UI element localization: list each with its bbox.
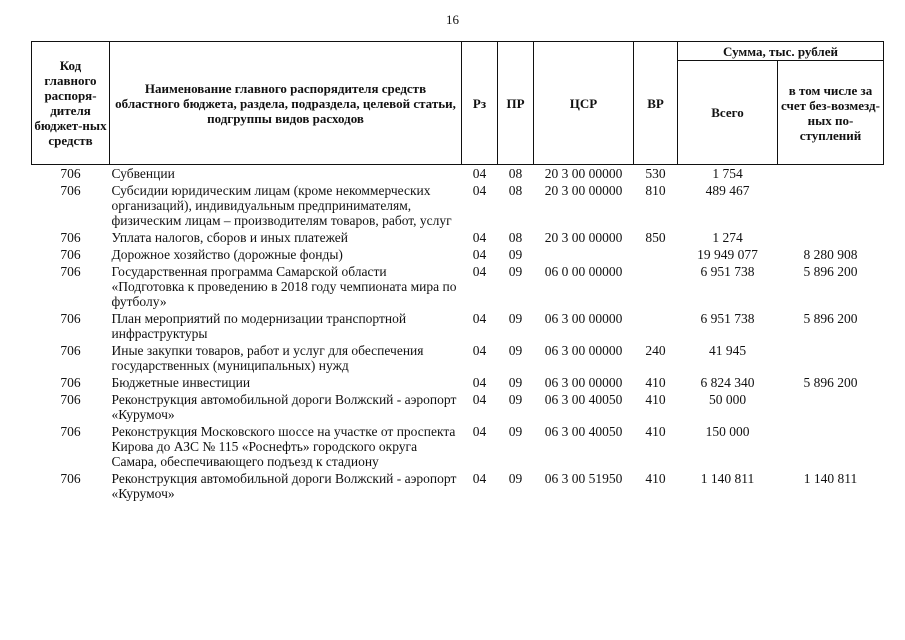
- cell-csr: 06 3 00 40050: [544, 424, 623, 439]
- cell-total: 6 951 738: [700, 311, 755, 326]
- table-header: [32, 42, 884, 165]
- cell-free: 1 140 811: [803, 471, 858, 486]
- cell-code: 706: [60, 343, 81, 358]
- cell-name: План мероприятий по модернизации транспортной инфраструктуры: [111, 311, 407, 341]
- cell-free: 5 896 200: [803, 264, 858, 279]
- cell-pr: 09: [508, 343, 523, 358]
- header-rz: Рз: [462, 42, 498, 165]
- cell-vr: [634, 246, 678, 263]
- cell-code: 706: [60, 392, 81, 407]
- cell-vr: [634, 263, 678, 310]
- cell-total: 1 274: [712, 230, 743, 245]
- cell-free: 8 280 908: [803, 247, 858, 262]
- cell-total: 50 000: [708, 392, 747, 407]
- cell-code: 706: [60, 311, 81, 326]
- cell-pr: 09: [508, 311, 523, 326]
- cell-csr: 06 3 00 51950: [544, 471, 623, 486]
- cell-pr: 09: [508, 471, 523, 486]
- header-free: в том числе за счет без-возмезд-ных по-ступлений: [778, 61, 884, 165]
- cell-total: 1 754: [712, 166, 743, 181]
- cell-rz: 04: [472, 375, 487, 390]
- cell-code: 706: [60, 375, 81, 390]
- cell-total: 1 140 811: [700, 471, 755, 486]
- cell-rz: 04: [472, 392, 487, 407]
- cell-vr: 410: [645, 424, 666, 439]
- header-sum: Сумма, тыс. рублей: [678, 42, 884, 61]
- cell-free: [778, 391, 884, 423]
- page-number: 16: [446, 12, 459, 27]
- table-row: [32, 391, 884, 423]
- cell-name: Реконструкция автомобильной дороги Волжский - аэропорт «Курумоч»: [111, 392, 457, 422]
- header-vr: ВР: [634, 42, 678, 165]
- cell-vr: 410: [645, 392, 666, 407]
- table-row: [32, 246, 884, 263]
- cell-pr: 09: [508, 264, 523, 279]
- cell-pr: 08: [508, 166, 523, 181]
- cell-rz: 04: [472, 230, 487, 245]
- table-row: [32, 470, 884, 502]
- cell-rz: 04: [472, 264, 487, 279]
- cell-pr: 09: [508, 375, 523, 390]
- cell-name: Субвенции: [111, 166, 175, 181]
- table-row: [32, 423, 884, 470]
- cell-rz: 04: [472, 247, 487, 262]
- cell-free: [778, 165, 884, 183]
- cell-name: Реконструкция автомобильной дороги Волжский - аэропорт «Курумоч»: [111, 471, 457, 501]
- cell-pr: 08: [508, 230, 523, 245]
- cell-total: 6 824 340: [700, 375, 755, 390]
- cell-name: Реконструкция Московского шоссе на участке от проспекта Кирова до АЗС № 115 «Роснефть» городского округа Самара, обеспечивающего подъезд к стадиону: [111, 424, 456, 469]
- table-row: [32, 342, 884, 374]
- cell-code: 706: [60, 166, 81, 181]
- cell-free: [778, 423, 884, 470]
- cell-rz: 04: [472, 471, 487, 486]
- cell-free: [778, 229, 884, 246]
- cell-total: 150 000: [705, 424, 750, 439]
- cell-csr: 20 3 00 00000: [544, 230, 623, 245]
- cell-pr: 09: [508, 392, 523, 407]
- cell-free: [778, 342, 884, 374]
- cell-vr: 850: [645, 230, 666, 245]
- cell-code: 706: [60, 424, 81, 439]
- cell-pr: 09: [508, 247, 523, 262]
- cell-code: 706: [60, 183, 81, 198]
- budget-table: [31, 41, 884, 502]
- table-body: [32, 165, 884, 503]
- cell-rz: 04: [472, 424, 487, 439]
- cell-csr: 06 3 00 00000: [544, 311, 623, 326]
- header-total: Всего: [678, 61, 778, 165]
- cell-free: 5 896 200: [803, 311, 858, 326]
- cell-vr: 810: [645, 183, 666, 198]
- table-row: [32, 374, 884, 391]
- cell-rz: 04: [472, 183, 487, 198]
- cell-csr: 06 3 00 00000: [544, 343, 623, 358]
- table-row: [32, 229, 884, 246]
- cell-name: Субсидии юридическим лицам (кроме некоммерческих организаций), индивидуальным предпринимателям, физическим лицам – производителям товаров, работ, услуг: [111, 183, 452, 228]
- table-row: [32, 182, 884, 229]
- cell-code: 706: [60, 471, 81, 486]
- cell-pr: 09: [508, 424, 523, 439]
- header-pr: ПР: [498, 42, 534, 165]
- header-name: Наименование главного распорядителя средств областного бюджета, раздела, подраздела, целевой статьи, подгруппы видов расходов: [110, 42, 462, 165]
- cell-free: [778, 182, 884, 229]
- cell-total: 6 951 738: [700, 264, 755, 279]
- cell-rz: 04: [472, 343, 487, 358]
- cell-vr: 530: [645, 166, 666, 181]
- cell-code: 706: [60, 230, 81, 245]
- table-row: [32, 165, 884, 183]
- header-code: Код главного распоря-дителя бюджет-ных средств: [32, 42, 110, 165]
- cell-code: 706: [60, 264, 81, 279]
- header-csr: ЦСР: [534, 42, 634, 165]
- table-row: [32, 310, 884, 342]
- cell-name: Бюджетные инвестиции: [111, 375, 251, 390]
- cell-csr: 20 3 00 00000: [544, 183, 623, 198]
- cell-name: Дорожное хозяйство (дорожные фонды): [111, 247, 343, 262]
- cell-vr: 240: [645, 343, 666, 358]
- cell-free: 5 896 200: [803, 375, 858, 390]
- cell-csr: 06 0 00 00000: [544, 264, 623, 279]
- cell-vr: [634, 310, 678, 342]
- table-row: [32, 263, 884, 310]
- cell-pr: 08: [508, 183, 523, 198]
- cell-csr: 06 3 00 40050: [544, 392, 623, 407]
- cell-csr: 20 3 00 00000: [544, 166, 623, 181]
- cell-total: 19 949 077: [697, 247, 758, 262]
- cell-csr: 06 3 00 00000: [544, 375, 623, 390]
- cell-code: 706: [60, 247, 81, 262]
- cell-name: Государственная программа Самарской области «Подготовка к проведению в 2018 году чемпионата мира по футболу»: [111, 264, 457, 309]
- cell-vr: 410: [645, 375, 666, 390]
- cell-vr: 410: [645, 471, 666, 486]
- cell-rz: 04: [472, 311, 487, 326]
- cell-name: Иные закупки товаров, работ и услуг для обеспечения государственных (муниципальных) нужд: [111, 343, 424, 373]
- cell-total: 489 467: [705, 183, 750, 198]
- cell-csr: [534, 246, 634, 263]
- cell-rz: 04: [472, 166, 487, 181]
- cell-name: Уплата налогов, сборов и иных платежей: [111, 230, 348, 245]
- cell-total: 41 945: [708, 343, 747, 358]
